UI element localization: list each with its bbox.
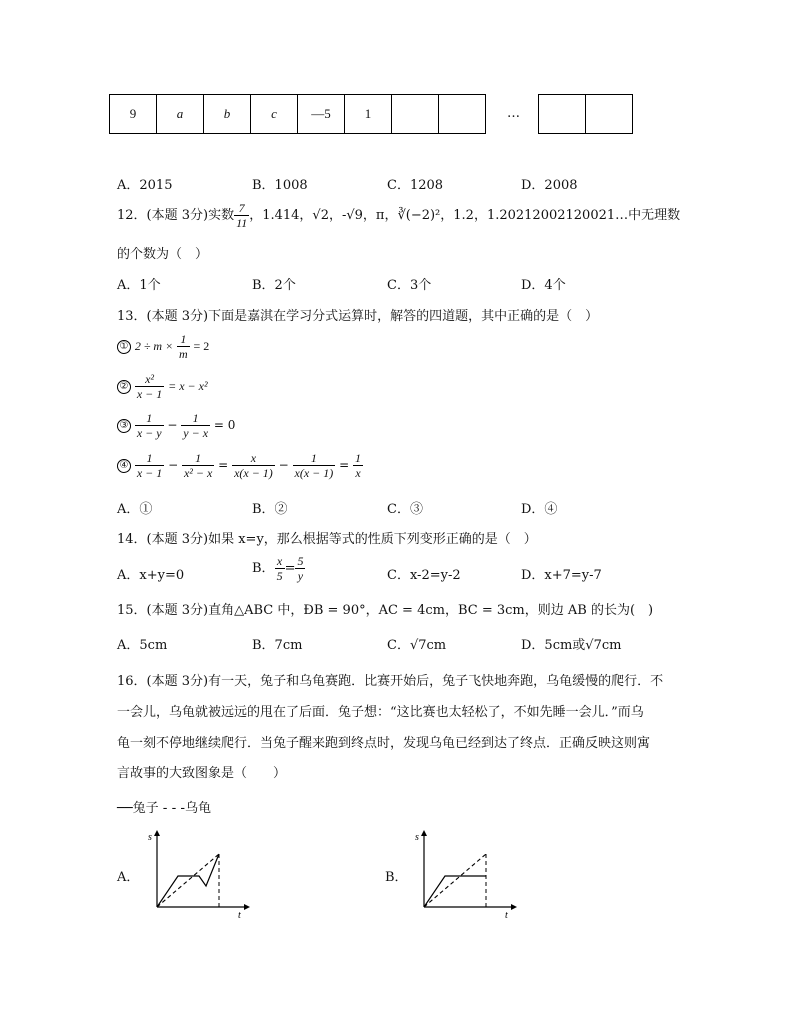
q12-option-b[interactable]: B．2个	[252, 278, 296, 293]
q13-marker-4: ④	[117, 459, 131, 473]
q11-option-a[interactable]: A．2015	[117, 178, 173, 193]
seq-cell: a	[157, 95, 204, 134]
q14-option-d[interactable]: D．x+7=y-7	[521, 568, 602, 583]
q14-option-b[interactable]: B． $\frac{x}{5}$ = $\frac{5}{y}$	[252, 554, 304, 583]
q12-option-d[interactable]: D．4个	[521, 278, 566, 293]
q16-graph-a[interactable]	[142, 828, 252, 920]
x-axis-arrow	[511, 904, 517, 910]
sequence-table-tail	[538, 94, 633, 134]
q13-option-a[interactable]: A．①	[117, 502, 153, 517]
q12-fraction: $\frac{7}{11}$	[236, 201, 248, 230]
q16-option-b-label[interactable]: B．	[385, 870, 408, 885]
q13-expression-3: ③ $\frac{1}{x - y}$ − $\frac{1}{y - x}$ = 0	[117, 411, 235, 440]
q14-option-c[interactable]: C．x-2=y-2	[387, 568, 461, 583]
q14-option-a[interactable]: A．x+y=0	[117, 568, 185, 583]
q13-stem: 13．(本题 3分)下面是嘉淇在学习分式运算时，解答的四道题，其中正确的是（ ）	[117, 309, 599, 324]
axis-label-s: s	[415, 832, 419, 843]
seq-cell: b	[204, 95, 251, 134]
seq-cell: —5	[298, 95, 345, 134]
q11-option-b[interactable]: B．1008	[252, 178, 308, 193]
rabbit-line	[424, 876, 486, 907]
x-axis-arrow	[244, 904, 250, 910]
tortoise-line	[157, 854, 219, 907]
seq-cell: c	[251, 95, 298, 134]
q14-stem: 14．(本题 3分)如果 x=y，那么根据等式的性质下列变形正确的是（ ）	[117, 532, 537, 547]
q13-marker-3: ③	[117, 419, 131, 433]
q16-stem-line4: 言故事的大致图象是（ ）	[117, 766, 287, 781]
seq-cell: 1	[345, 95, 392, 134]
q13-marker-1: ①	[117, 340, 131, 354]
q12-option-a[interactable]: A．1个	[117, 278, 161, 293]
y-axis-arrow	[154, 830, 160, 836]
q13-option-d[interactable]: D．④	[521, 502, 558, 517]
q13-expression-4: ④ $\frac{1}{x - 1}$ − $\frac{1}{\text{x² − x}}$ = $\frac{x}{x(x - 1)}$ − $\frac{1}{x(x - 1)}$ = $\frac{1}{x}$	[117, 451, 363, 480]
sequence-table	[109, 94, 486, 134]
q13-expression-1: ① 2 ÷ m × $\frac{1}{m}$ = 2	[117, 332, 209, 361]
axis-label-s: s	[148, 832, 152, 843]
q12-prefix: 12．(本题 3分)实数	[117, 208, 235, 223]
q12-stem-line2: 的个数为（ ）	[117, 247, 209, 262]
q11-option-d[interactable]: D．2008	[521, 178, 578, 193]
seq-cell	[586, 95, 633, 134]
rabbit-line	[157, 854, 219, 907]
q13-option-b[interactable]: B．②	[252, 502, 288, 517]
q15-option-b[interactable]: B．7cm	[252, 638, 303, 653]
axis-label-t: t	[238, 910, 241, 920]
seq-cell	[392, 95, 439, 134]
q16-option-a-label[interactable]: A．	[117, 870, 140, 885]
q16-stem-line2: 一会儿，乌龟就被远远的甩在了后面．兔子想：“这比赛也太轻松了，不如先睡一会儿．”而乌	[117, 705, 644, 720]
y-axis-arrow	[421, 830, 427, 836]
q13-option-c[interactable]: C．③	[387, 502, 423, 517]
q15-stem: 15．(本题 3分)直角△ABC 中，ÐB = 90°，AC = 4cm，BC = 3cm，则边 AB 的长为( )	[117, 603, 654, 618]
seq-cell: 9	[110, 95, 157, 134]
q16-graph-b[interactable]	[409, 828, 519, 920]
q15-option-c[interactable]: C．√7cm	[387, 638, 447, 653]
q16-stem-line3: 龟一刻不停地继续爬行．当兔子醒来跑到终点时，发现乌龟已经到达了终点．正确反映这则寓	[117, 736, 651, 751]
q12-option-c[interactable]: C．3个	[387, 278, 432, 293]
q16-stem-line1: 16．(本题 3分)有一天，兔子和乌龟赛跑．比赛开始后，兔子飞快地奔跑，乌龟缓慢的爬行．不	[117, 674, 664, 689]
tortoise-line	[424, 854, 486, 907]
q15-option-a[interactable]: A．5cm	[117, 638, 168, 653]
q16-legend: ──兔子 - - -乌龟	[117, 801, 212, 816]
sequence-ellipsis: …	[507, 106, 520, 121]
q13-expression-2: ② $\frac{\text{x²}}{x - 1}$ = x − x²	[117, 372, 208, 401]
q12-list: ，1.414，√2，-√9，π，∛(−2)²，1.2，1.20212002120021…中无理数	[249, 208, 681, 223]
axis-label-t: t	[505, 910, 508, 920]
q12-stem	[117, 201, 680, 230]
seq-cell	[439, 95, 486, 134]
q11-option-c[interactable]: C．1208	[387, 178, 444, 193]
seq-cell	[539, 95, 586, 134]
q13-marker-2: ②	[117, 380, 131, 394]
q15-option-d[interactable]: D．5cm或√7cm	[521, 638, 622, 653]
